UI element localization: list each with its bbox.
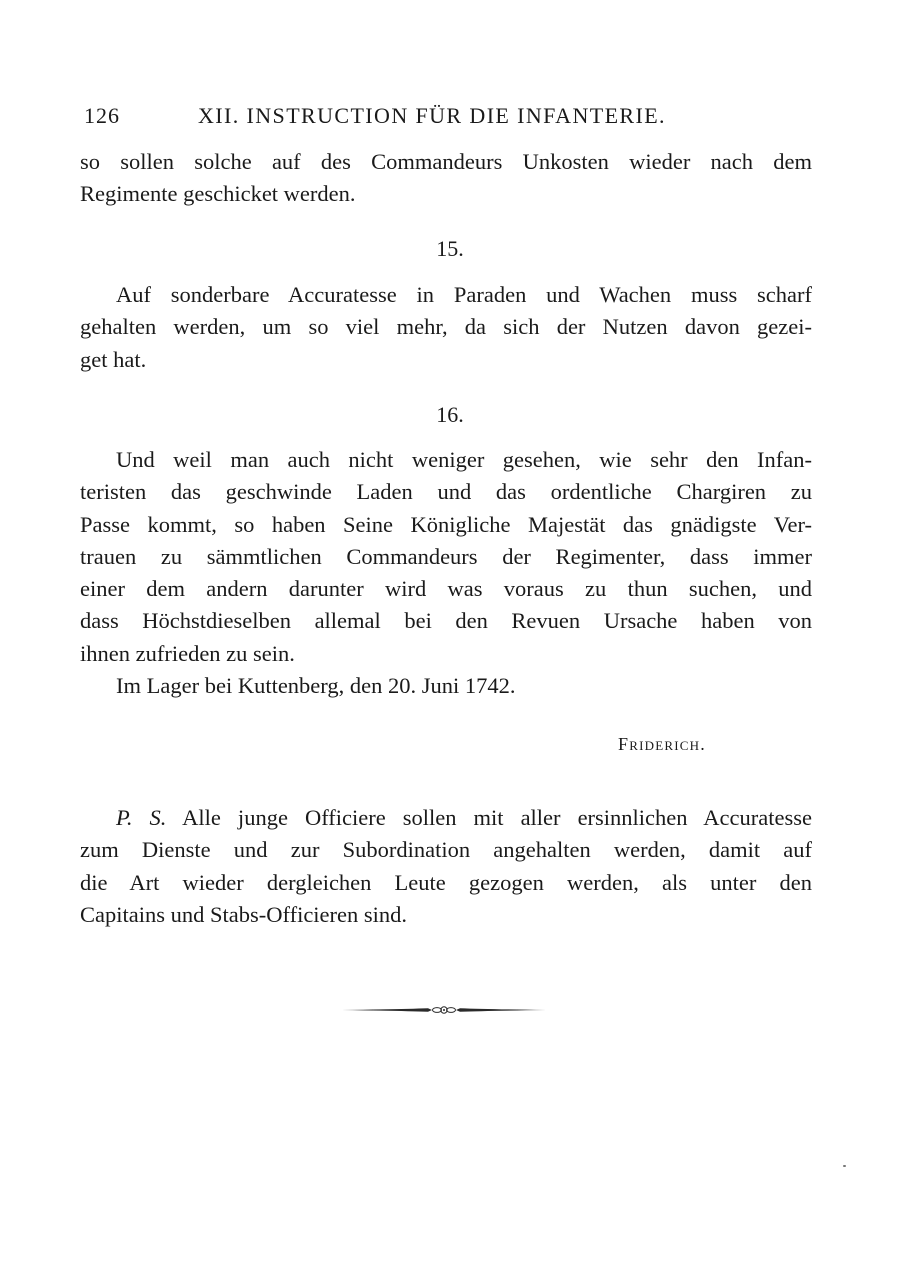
place-date-line: Im Lager bei Kuttenberg, den 20. Juni 1742.: [116, 673, 516, 699]
text-line: Auf sonderbare Accuratesse in Paraden und Wachen muss scharf: [116, 282, 812, 307]
postscript-paragraph: [80, 802, 812, 931]
text-line: ihnen zufrieden zu sein.: [80, 640, 295, 666]
text-line: teristen das geschwinde Laden und das ordentliche Chargiren zu: [80, 479, 812, 505]
text-line: Regimente geschicket werden.: [80, 181, 356, 207]
running-head: XII. INSTRUCTION FÜR DIE INFANTERIE.: [198, 103, 666, 128]
text-line: Und weil man auch nicht weniger gesehen, wie sehr den Infan-: [116, 447, 812, 472]
text-line: get hat.: [80, 346, 147, 372]
section-16-paragraph: [80, 444, 812, 702]
text-line: gehalten werden, um so viel mehr, da sich der Nutzen davon gezei-: [80, 314, 812, 340]
text-line: so sollen solche auf des Commandeurs Unkosten wieder nach dem: [80, 149, 812, 174]
text-line: die Art wieder dergleichen Leute gezogen werden, als unter den: [80, 869, 812, 895]
paper-speck: [843, 1165, 846, 1167]
text-line: zum Dienste und zur Subordination angehalten werden, damit auf: [80, 837, 812, 863]
continuation-paragraph: [80, 146, 812, 211]
text-line: trauen zu sämmtlichen Commandeurs der Regimenter, dass immer: [80, 543, 812, 569]
section-15-paragraph: [80, 279, 812, 376]
end-ornament: [340, 1000, 548, 1020]
text-line: dass Höchstdieselben allemal bei den Revuen Ursache haben von: [80, 608, 812, 634]
section-number-15: 15.: [436, 236, 464, 261]
section-number-16: 16.: [436, 402, 464, 427]
signature: Friderich.: [618, 734, 706, 754]
text-line: Passe kommt, so haben Seine Königliche Majestät das gnädigste Ver-: [80, 511, 812, 537]
page-header: [80, 103, 820, 135]
text-line: Capitains und Stabs-Officieren sind.: [80, 901, 408, 927]
postscript-label: P. S.: [116, 805, 167, 830]
text-line: [80, 802, 812, 834]
page-number: 126: [84, 103, 120, 128]
text-line: einer dem andern darunter wird was voraus zu thun suchen, und: [80, 576, 812, 602]
postscript-first-line: Alle junge Officiere sollen mit aller ersinnlichen Accuratesse: [182, 805, 812, 830]
